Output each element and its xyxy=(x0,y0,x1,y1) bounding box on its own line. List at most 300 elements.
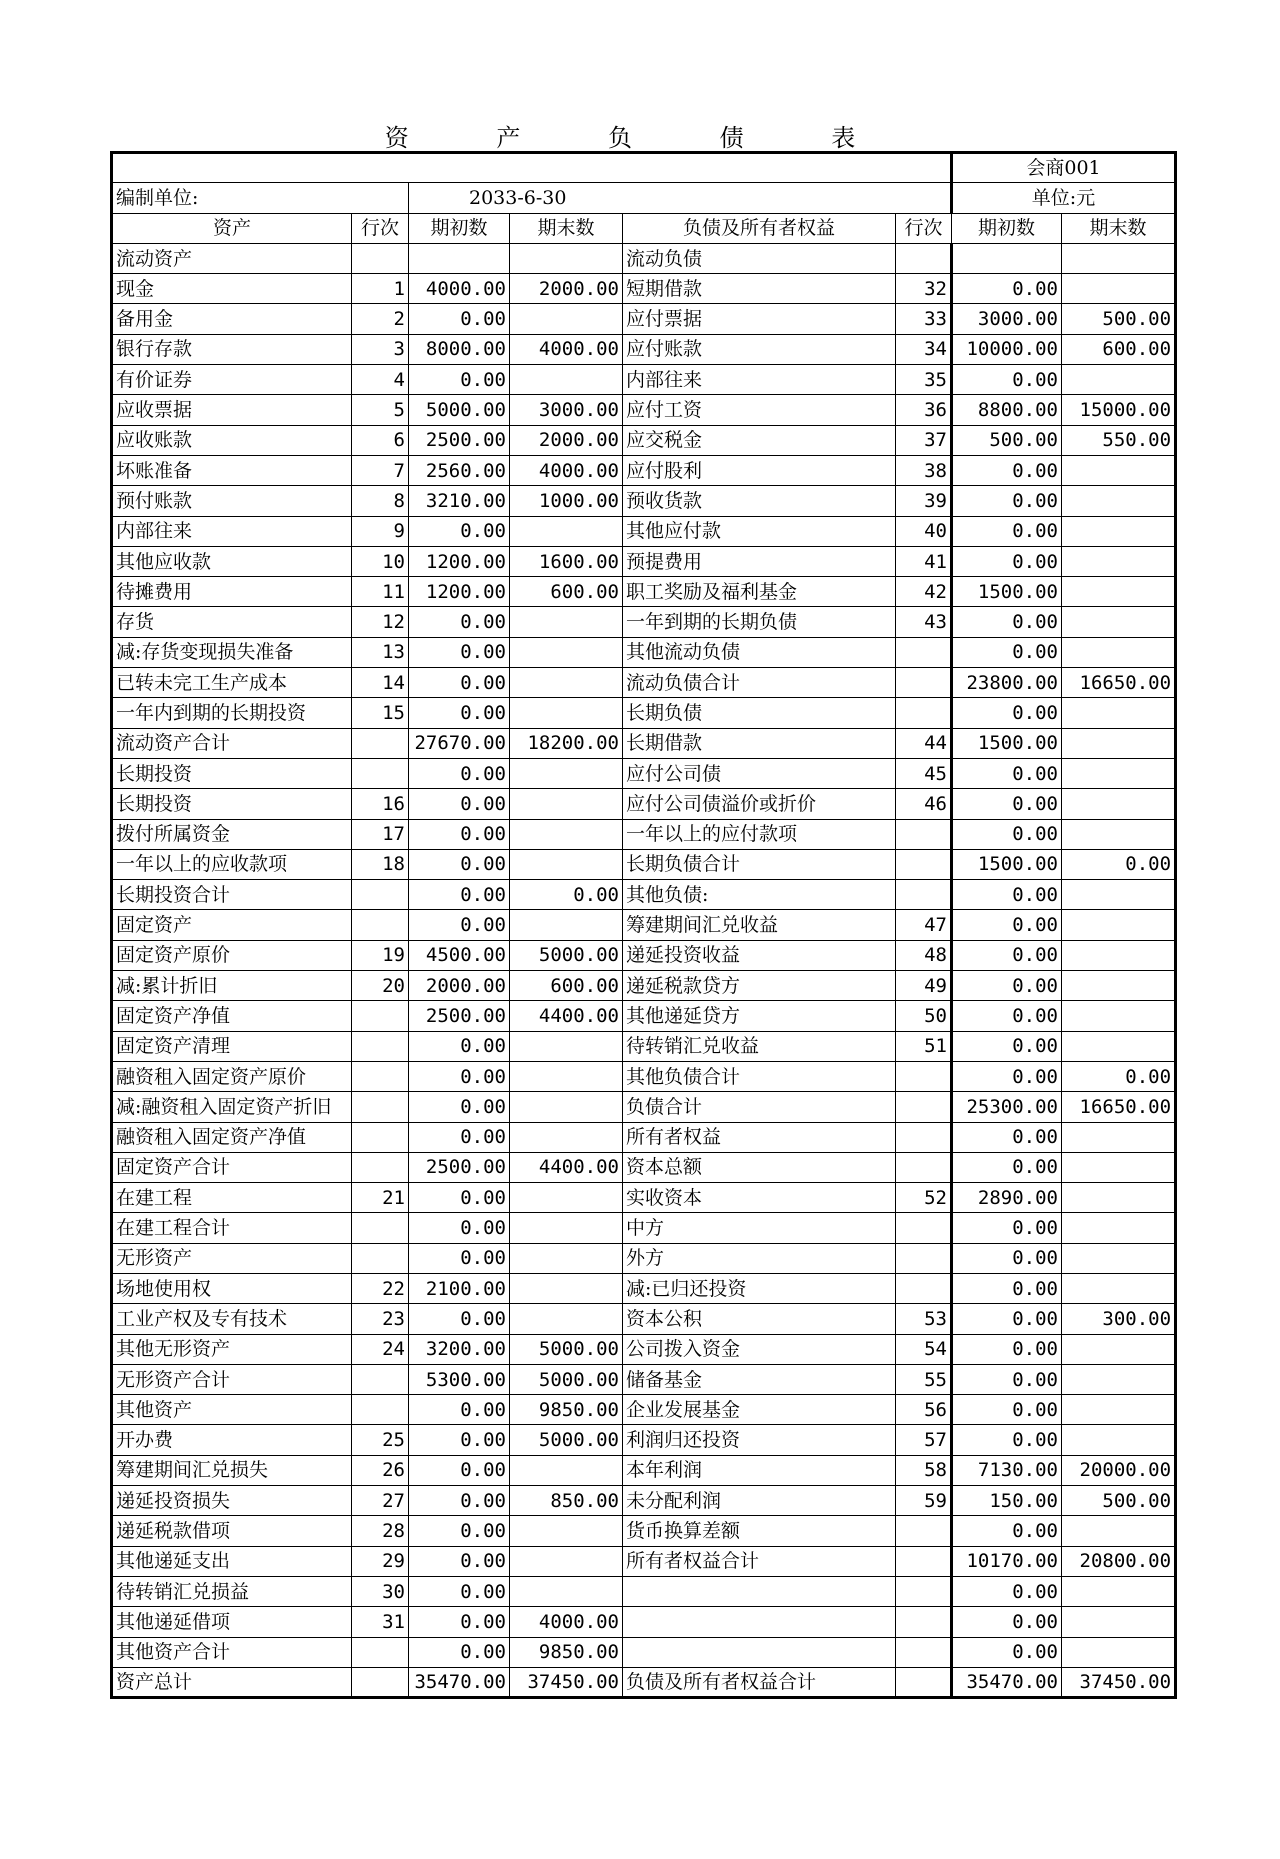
liability-end-value xyxy=(1062,1152,1176,1182)
asset-line-no: 16 xyxy=(352,789,409,819)
liability-end-value: 600.00 xyxy=(1062,334,1176,364)
liability-name: 负债及所有者权益合计 xyxy=(623,1667,896,1697)
liability-begin-value: 0.00 xyxy=(952,365,1062,395)
liability-line-no: 38 xyxy=(896,455,952,485)
asset-begin-value: 8000.00 xyxy=(409,334,510,364)
table-row xyxy=(112,1213,1176,1243)
asset-end-value xyxy=(510,1061,623,1091)
asset-begin-value: 0.00 xyxy=(409,698,510,728)
asset-end-value: 18200.00 xyxy=(510,728,623,758)
table-row xyxy=(112,365,1176,395)
asset-end-value: 2000.00 xyxy=(510,425,623,455)
liability-name: 应交税金 xyxy=(623,425,896,455)
asset-begin-value: 0.00 xyxy=(409,910,510,940)
liability-name: 其他负债: xyxy=(623,880,896,910)
liability-begin-value: 7130.00 xyxy=(952,1455,1062,1485)
liability-name xyxy=(623,1607,896,1637)
asset-end-value xyxy=(510,607,623,637)
asset-line-no: 27 xyxy=(352,1486,409,1516)
liability-begin-value: 8800.00 xyxy=(952,395,1062,425)
asset-begin-value: 3200.00 xyxy=(409,1334,510,1364)
asset-end-value xyxy=(510,1546,623,1576)
table-row xyxy=(112,1486,1176,1516)
asset-name: 固定资产合计 xyxy=(112,1152,352,1182)
liability-name: 一年到期的长期负债 xyxy=(623,607,896,637)
asset-name: 筹建期间汇兑损失 xyxy=(112,1455,352,1485)
asset-name: 已转未完工生产成本 xyxy=(112,668,352,698)
asset-name: 减:融资租入固定资产折旧 xyxy=(112,1092,352,1122)
liability-line-no: 53 xyxy=(896,1304,952,1334)
liability-begin-value: 0.00 xyxy=(952,1637,1062,1667)
asset-name: 坏账准备 xyxy=(112,455,352,485)
asset-end-value xyxy=(510,1122,623,1152)
asset-name: 其他无形资产 xyxy=(112,1334,352,1364)
liability-name: 资本公积 xyxy=(623,1304,896,1334)
asset-name: 长期投资 xyxy=(112,758,352,788)
liability-end-value: 20800.00 xyxy=(1062,1546,1176,1576)
asset-begin-value: 0.00 xyxy=(409,637,510,667)
liability-begin-value: 0.00 xyxy=(952,1364,1062,1394)
liability-begin-value: 0.00 xyxy=(952,1334,1062,1364)
asset-begin-value: 0.00 xyxy=(409,304,510,334)
table-row xyxy=(112,1546,1176,1576)
liability-end-value xyxy=(1062,1213,1176,1243)
liability-end-value: 0.00 xyxy=(1062,849,1176,879)
asset-end-value: 4000.00 xyxy=(510,334,623,364)
report-date: 2033-6-30 xyxy=(409,183,952,213)
liability-end-value: 16650.00 xyxy=(1062,668,1176,698)
table-row xyxy=(112,698,1176,728)
liability-line-no: 35 xyxy=(896,365,952,395)
asset-begin-value: 27670.00 xyxy=(409,728,510,758)
asset-end-value: 37450.00 xyxy=(510,1667,623,1697)
liability-end-value xyxy=(1062,577,1176,607)
header-row-code xyxy=(112,153,1176,183)
asset-begin-value: 0.00 xyxy=(409,1455,510,1485)
liability-begin-value: 0.00 xyxy=(952,486,1062,516)
asset-name: 其他递延支出 xyxy=(112,1546,352,1576)
table-row xyxy=(112,516,1176,546)
liability-end-value xyxy=(1062,758,1176,788)
asset-line-no xyxy=(352,1637,409,1667)
liability-end-value xyxy=(1062,819,1176,849)
asset-name: 流动资产合计 xyxy=(112,728,352,758)
header-row-unit xyxy=(112,183,1176,213)
liability-end-value: 550.00 xyxy=(1062,425,1176,455)
liability-name: 外方 xyxy=(623,1243,896,1273)
asset-begin-value: 0.00 xyxy=(409,849,510,879)
table-row xyxy=(112,637,1176,667)
asset-line-no: 10 xyxy=(352,546,409,576)
asset-line-no xyxy=(352,1001,409,1031)
liability-begin-value: 0.00 xyxy=(952,1061,1062,1091)
col-header-liabilities: 负债及所有者权益 xyxy=(623,213,896,243)
asset-line-no xyxy=(352,910,409,940)
liability-begin-value: 0.00 xyxy=(952,1516,1062,1546)
liability-name: 一年以上的应付款项 xyxy=(623,819,896,849)
asset-line-no xyxy=(352,1031,409,1061)
table-row xyxy=(112,274,1176,304)
liability-end-value xyxy=(1062,789,1176,819)
asset-begin-value: 0.00 xyxy=(409,1607,510,1637)
asset-begin-value: 0.00 xyxy=(409,819,510,849)
asset-line-no xyxy=(352,1092,409,1122)
liability-name: 流动负债合计 xyxy=(623,668,896,698)
asset-line-no: 17 xyxy=(352,819,409,849)
liability-name xyxy=(623,1576,896,1606)
liability-end-value xyxy=(1062,1364,1176,1394)
liability-name: 本年利润 xyxy=(623,1455,896,1485)
asset-line-no: 12 xyxy=(352,607,409,637)
asset-begin-value: 0.00 xyxy=(409,1031,510,1061)
asset-begin-value: 4000.00 xyxy=(409,274,510,304)
asset-line-no xyxy=(352,1364,409,1394)
liability-name: 应付公司债溢价或折价 xyxy=(623,789,896,819)
asset-name: 固定资产净值 xyxy=(112,1001,352,1031)
asset-end-value xyxy=(510,1576,623,1606)
liability-end-value: 0.00 xyxy=(1062,1061,1176,1091)
liability-end-value xyxy=(1062,971,1176,1001)
asset-name: 有价证券 xyxy=(112,365,352,395)
asset-end-value: 4000.00 xyxy=(510,1607,623,1637)
table-row xyxy=(112,486,1176,516)
liability-begin-value: 0.00 xyxy=(952,607,1062,637)
asset-begin-value: 0.00 xyxy=(409,1516,510,1546)
asset-name: 长期投资合计 xyxy=(112,880,352,910)
asset-name: 待转销汇兑损益 xyxy=(112,1576,352,1606)
liability-begin-value: 3000.00 xyxy=(952,304,1062,334)
liability-name: 公司拨入资金 xyxy=(623,1334,896,1364)
asset-begin-value: 3210.00 xyxy=(409,486,510,516)
table-row xyxy=(112,789,1176,819)
table-row xyxy=(112,1061,1176,1091)
liability-line-no: 36 xyxy=(896,395,952,425)
liability-end-value xyxy=(1062,698,1176,728)
liability-name: 长期负债 xyxy=(623,698,896,728)
liability-end-value xyxy=(1062,1122,1176,1152)
table-row xyxy=(112,971,1176,1001)
liability-end-value xyxy=(1062,910,1176,940)
asset-line-no: 15 xyxy=(352,698,409,728)
liability-begin-value xyxy=(952,243,1062,273)
asset-line-no: 13 xyxy=(352,637,409,667)
liability-begin-value: 10170.00 xyxy=(952,1546,1062,1576)
asset-begin-value: 1200.00 xyxy=(409,577,510,607)
asset-name: 应收账款 xyxy=(112,425,352,455)
liability-begin-value: 0.00 xyxy=(952,546,1062,576)
asset-name: 固定资产原价 xyxy=(112,940,352,970)
liability-end-value xyxy=(1062,1243,1176,1273)
liability-line-no: 51 xyxy=(896,1031,952,1061)
table-row xyxy=(112,1092,1176,1122)
liability-name: 其他负债合计 xyxy=(623,1061,896,1091)
asset-begin-value: 0.00 xyxy=(409,758,510,788)
liability-name: 实收资本 xyxy=(623,1183,896,1213)
liability-name: 应付账款 xyxy=(623,334,896,364)
liability-line-no xyxy=(896,637,952,667)
table-row xyxy=(112,455,1176,485)
table-row xyxy=(112,758,1176,788)
asset-line-no: 8 xyxy=(352,486,409,516)
liability-end-value xyxy=(1062,1183,1176,1213)
liability-line-no: 46 xyxy=(896,789,952,819)
liability-begin-value: 0.00 xyxy=(952,1273,1062,1303)
liability-begin-value: 0.00 xyxy=(952,1576,1062,1606)
liability-line-no xyxy=(896,698,952,728)
table-row xyxy=(112,1364,1176,1394)
table-row xyxy=(112,1273,1176,1303)
asset-line-no: 25 xyxy=(352,1425,409,1455)
asset-name: 减:累计折旧 xyxy=(112,971,352,1001)
liability-begin-value: 0.00 xyxy=(952,758,1062,788)
liability-name: 应付工资 xyxy=(623,395,896,425)
liability-begin-value: 10000.00 xyxy=(952,334,1062,364)
table-row xyxy=(112,1001,1176,1031)
liability-end-value: 20000.00 xyxy=(1062,1455,1176,1485)
liability-begin-value: 2890.00 xyxy=(952,1183,1062,1213)
asset-end-value: 1600.00 xyxy=(510,546,623,576)
liability-line-no: 55 xyxy=(896,1364,952,1394)
asset-begin-value: 0.00 xyxy=(409,1243,510,1273)
asset-begin-value: 0.00 xyxy=(409,1304,510,1334)
asset-begin-value: 0.00 xyxy=(409,789,510,819)
asset-name: 融资租入固定资产原价 xyxy=(112,1061,352,1091)
liability-begin-value: 0.00 xyxy=(952,1031,1062,1061)
liability-line-no xyxy=(896,1516,952,1546)
liability-name: 其他流动负债 xyxy=(623,637,896,667)
liability-begin-value: 1500.00 xyxy=(952,728,1062,758)
asset-end-value xyxy=(510,1213,623,1243)
liability-line-no: 45 xyxy=(896,758,952,788)
asset-line-no xyxy=(352,1213,409,1243)
asset-end-value: 4400.00 xyxy=(510,1001,623,1031)
asset-name: 开办费 xyxy=(112,1425,352,1455)
liability-name: 职工奖励及福利基金 xyxy=(623,577,896,607)
asset-end-value: 9850.00 xyxy=(510,1637,623,1667)
col-header-end: 期末数 xyxy=(510,213,623,243)
asset-line-no xyxy=(352,1061,409,1091)
asset-begin-value: 0.00 xyxy=(409,1486,510,1516)
asset-begin-value: 4500.00 xyxy=(409,940,510,970)
liability-line-no: 58 xyxy=(896,1455,952,1485)
asset-end-value: 600.00 xyxy=(510,577,623,607)
liability-line-no: 42 xyxy=(896,577,952,607)
liability-begin-value: 1500.00 xyxy=(952,849,1062,879)
liability-end-value xyxy=(1062,546,1176,576)
asset-line-no: 7 xyxy=(352,455,409,485)
liability-line-no: 54 xyxy=(896,1334,952,1364)
asset-begin-value: 0.00 xyxy=(409,1213,510,1243)
asset-line-no: 31 xyxy=(352,1607,409,1637)
liability-line-no xyxy=(896,1667,952,1697)
asset-line-no: 11 xyxy=(352,577,409,607)
asset-end-value xyxy=(510,243,623,273)
col-header-line: 行次 xyxy=(896,213,952,243)
liability-name: 所有者权益合计 xyxy=(623,1546,896,1576)
liability-line-no xyxy=(896,1152,952,1182)
liability-line-no: 32 xyxy=(896,274,952,304)
liability-begin-value: 0.00 xyxy=(952,940,1062,970)
liability-line-no xyxy=(896,1273,952,1303)
liability-line-no: 56 xyxy=(896,1395,952,1425)
liability-name: 货币换算差额 xyxy=(623,1516,896,1546)
liability-name: 企业发展基金 xyxy=(623,1395,896,1425)
liability-end-value xyxy=(1062,274,1176,304)
table-row xyxy=(112,1455,1176,1485)
asset-end-value xyxy=(510,1183,623,1213)
liability-end-value xyxy=(1062,1576,1176,1606)
col-header-begin: 期初数 xyxy=(409,213,510,243)
asset-begin-value: 0.00 xyxy=(409,1122,510,1152)
asset-begin-value: 2100.00 xyxy=(409,1273,510,1303)
table-row xyxy=(112,334,1176,364)
liability-end-value xyxy=(1062,365,1176,395)
liability-name: 待转销汇兑收益 xyxy=(623,1031,896,1061)
liability-line-no xyxy=(896,1213,952,1243)
table-row xyxy=(112,1152,1176,1182)
liability-end-value: 15000.00 xyxy=(1062,395,1176,425)
asset-name: 固定资产清理 xyxy=(112,1031,352,1061)
asset-name: 其他应收款 xyxy=(112,546,352,576)
liability-end-value xyxy=(1062,1395,1176,1425)
asset-line-no: 5 xyxy=(352,395,409,425)
liability-line-no: 47 xyxy=(896,910,952,940)
asset-name: 流动资产 xyxy=(112,243,352,273)
liability-begin-value: 0.00 xyxy=(952,1001,1062,1031)
asset-line-no: 20 xyxy=(352,971,409,1001)
asset-name: 其他递延借项 xyxy=(112,1607,352,1637)
asset-end-value xyxy=(510,1304,623,1334)
asset-name: 待摊费用 xyxy=(112,577,352,607)
asset-end-value: 1000.00 xyxy=(510,486,623,516)
liability-begin-value: 0.00 xyxy=(952,637,1062,667)
table-row xyxy=(112,1667,1176,1697)
liability-name: 资本总额 xyxy=(623,1152,896,1182)
asset-line-no: 18 xyxy=(352,849,409,879)
table-row xyxy=(112,819,1176,849)
liability-begin-value: 23800.00 xyxy=(952,668,1062,698)
asset-end-value xyxy=(510,1455,623,1485)
asset-begin-value: 0.00 xyxy=(409,880,510,910)
asset-name: 长期投资 xyxy=(112,789,352,819)
asset-name: 存货 xyxy=(112,607,352,637)
liability-name: 递延税款贷方 xyxy=(623,971,896,1001)
asset-line-no: 9 xyxy=(352,516,409,546)
asset-name: 拨付所属资金 xyxy=(112,819,352,849)
asset-end-value xyxy=(510,758,623,788)
liability-name: 负债合计 xyxy=(623,1092,896,1122)
liability-end-value xyxy=(1062,728,1176,758)
liability-end-value: 500.00 xyxy=(1062,304,1176,334)
liability-line-no xyxy=(896,1576,952,1606)
asset-name: 一年内到期的长期投资 xyxy=(112,698,352,728)
asset-line-no: 21 xyxy=(352,1183,409,1213)
table-row xyxy=(112,1304,1176,1334)
liability-line-no: 40 xyxy=(896,516,952,546)
asset-begin-value: 1200.00 xyxy=(409,546,510,576)
liability-line-no: 50 xyxy=(896,1001,952,1031)
table-row xyxy=(112,880,1176,910)
asset-name: 在建工程 xyxy=(112,1183,352,1213)
table-row xyxy=(112,1122,1176,1152)
liability-end-value xyxy=(1062,880,1176,910)
asset-begin-value: 0.00 xyxy=(409,668,510,698)
liability-begin-value: 0.00 xyxy=(952,1304,1062,1334)
asset-line-no: 19 xyxy=(352,940,409,970)
asset-end-value xyxy=(510,819,623,849)
liability-line-no xyxy=(896,1546,952,1576)
liability-end-value xyxy=(1062,637,1176,667)
asset-line-no: 22 xyxy=(352,1273,409,1303)
liability-line-no xyxy=(896,1061,952,1091)
table-row xyxy=(112,940,1176,970)
table-row xyxy=(112,1637,1176,1667)
liability-name: 长期负债合计 xyxy=(623,849,896,879)
asset-line-no: 4 xyxy=(352,365,409,395)
asset-begin-value: 5000.00 xyxy=(409,395,510,425)
liability-name: 递延投资收益 xyxy=(623,940,896,970)
asset-end-value xyxy=(510,849,623,879)
col-header-end: 期末数 xyxy=(1062,213,1176,243)
liability-begin-value: 0.00 xyxy=(952,1152,1062,1182)
liability-end-value xyxy=(1062,516,1176,546)
liability-begin-value: 0.00 xyxy=(952,698,1062,728)
asset-name: 一年以上的应收款项 xyxy=(112,849,352,879)
table-row xyxy=(112,546,1176,576)
liability-begin-value: 0.00 xyxy=(952,516,1062,546)
asset-name: 现金 xyxy=(112,274,352,304)
liability-line-no: 57 xyxy=(896,1425,952,1455)
asset-end-value xyxy=(510,516,623,546)
liability-line-no: 49 xyxy=(896,971,952,1001)
liability-name: 短期借款 xyxy=(623,274,896,304)
table-row xyxy=(112,1425,1176,1455)
asset-end-value: 600.00 xyxy=(510,971,623,1001)
table-row xyxy=(112,668,1176,698)
asset-name: 递延税款借项 xyxy=(112,1516,352,1546)
asset-end-value: 5000.00 xyxy=(510,1425,623,1455)
table-row xyxy=(112,1183,1176,1213)
asset-name: 备用金 xyxy=(112,304,352,334)
asset-line-no xyxy=(352,728,409,758)
asset-begin-value: 0.00 xyxy=(409,1425,510,1455)
asset-begin-value: 0.00 xyxy=(409,607,510,637)
table-row xyxy=(112,849,1176,879)
asset-name: 融资租入固定资产净值 xyxy=(112,1122,352,1152)
preparer-label: 编制单位: xyxy=(112,183,409,213)
liability-line-no xyxy=(896,1092,952,1122)
asset-end-value: 3000.00 xyxy=(510,395,623,425)
asset-end-value: 9850.00 xyxy=(510,1395,623,1425)
asset-begin-value: 35470.00 xyxy=(409,1667,510,1697)
asset-begin-value: 0.00 xyxy=(409,516,510,546)
asset-begin-value: 0.00 xyxy=(409,1395,510,1425)
liability-name: 预提费用 xyxy=(623,546,896,576)
asset-line-no xyxy=(352,243,409,273)
liability-name: 长期借款 xyxy=(623,728,896,758)
liability-begin-value: 0.00 xyxy=(952,1425,1062,1455)
col-header-line: 行次 xyxy=(352,213,409,243)
asset-line-no: 24 xyxy=(352,1334,409,1364)
liability-begin-value: 0.00 xyxy=(952,455,1062,485)
liability-end-value xyxy=(1062,1334,1176,1364)
asset-name: 资产总计 xyxy=(112,1667,352,1697)
asset-name: 在建工程合计 xyxy=(112,1213,352,1243)
table-row xyxy=(112,1607,1176,1637)
asset-name: 其他资产合计 xyxy=(112,1637,352,1667)
asset-end-value xyxy=(510,698,623,728)
asset-begin-value: 2500.00 xyxy=(409,1001,510,1031)
